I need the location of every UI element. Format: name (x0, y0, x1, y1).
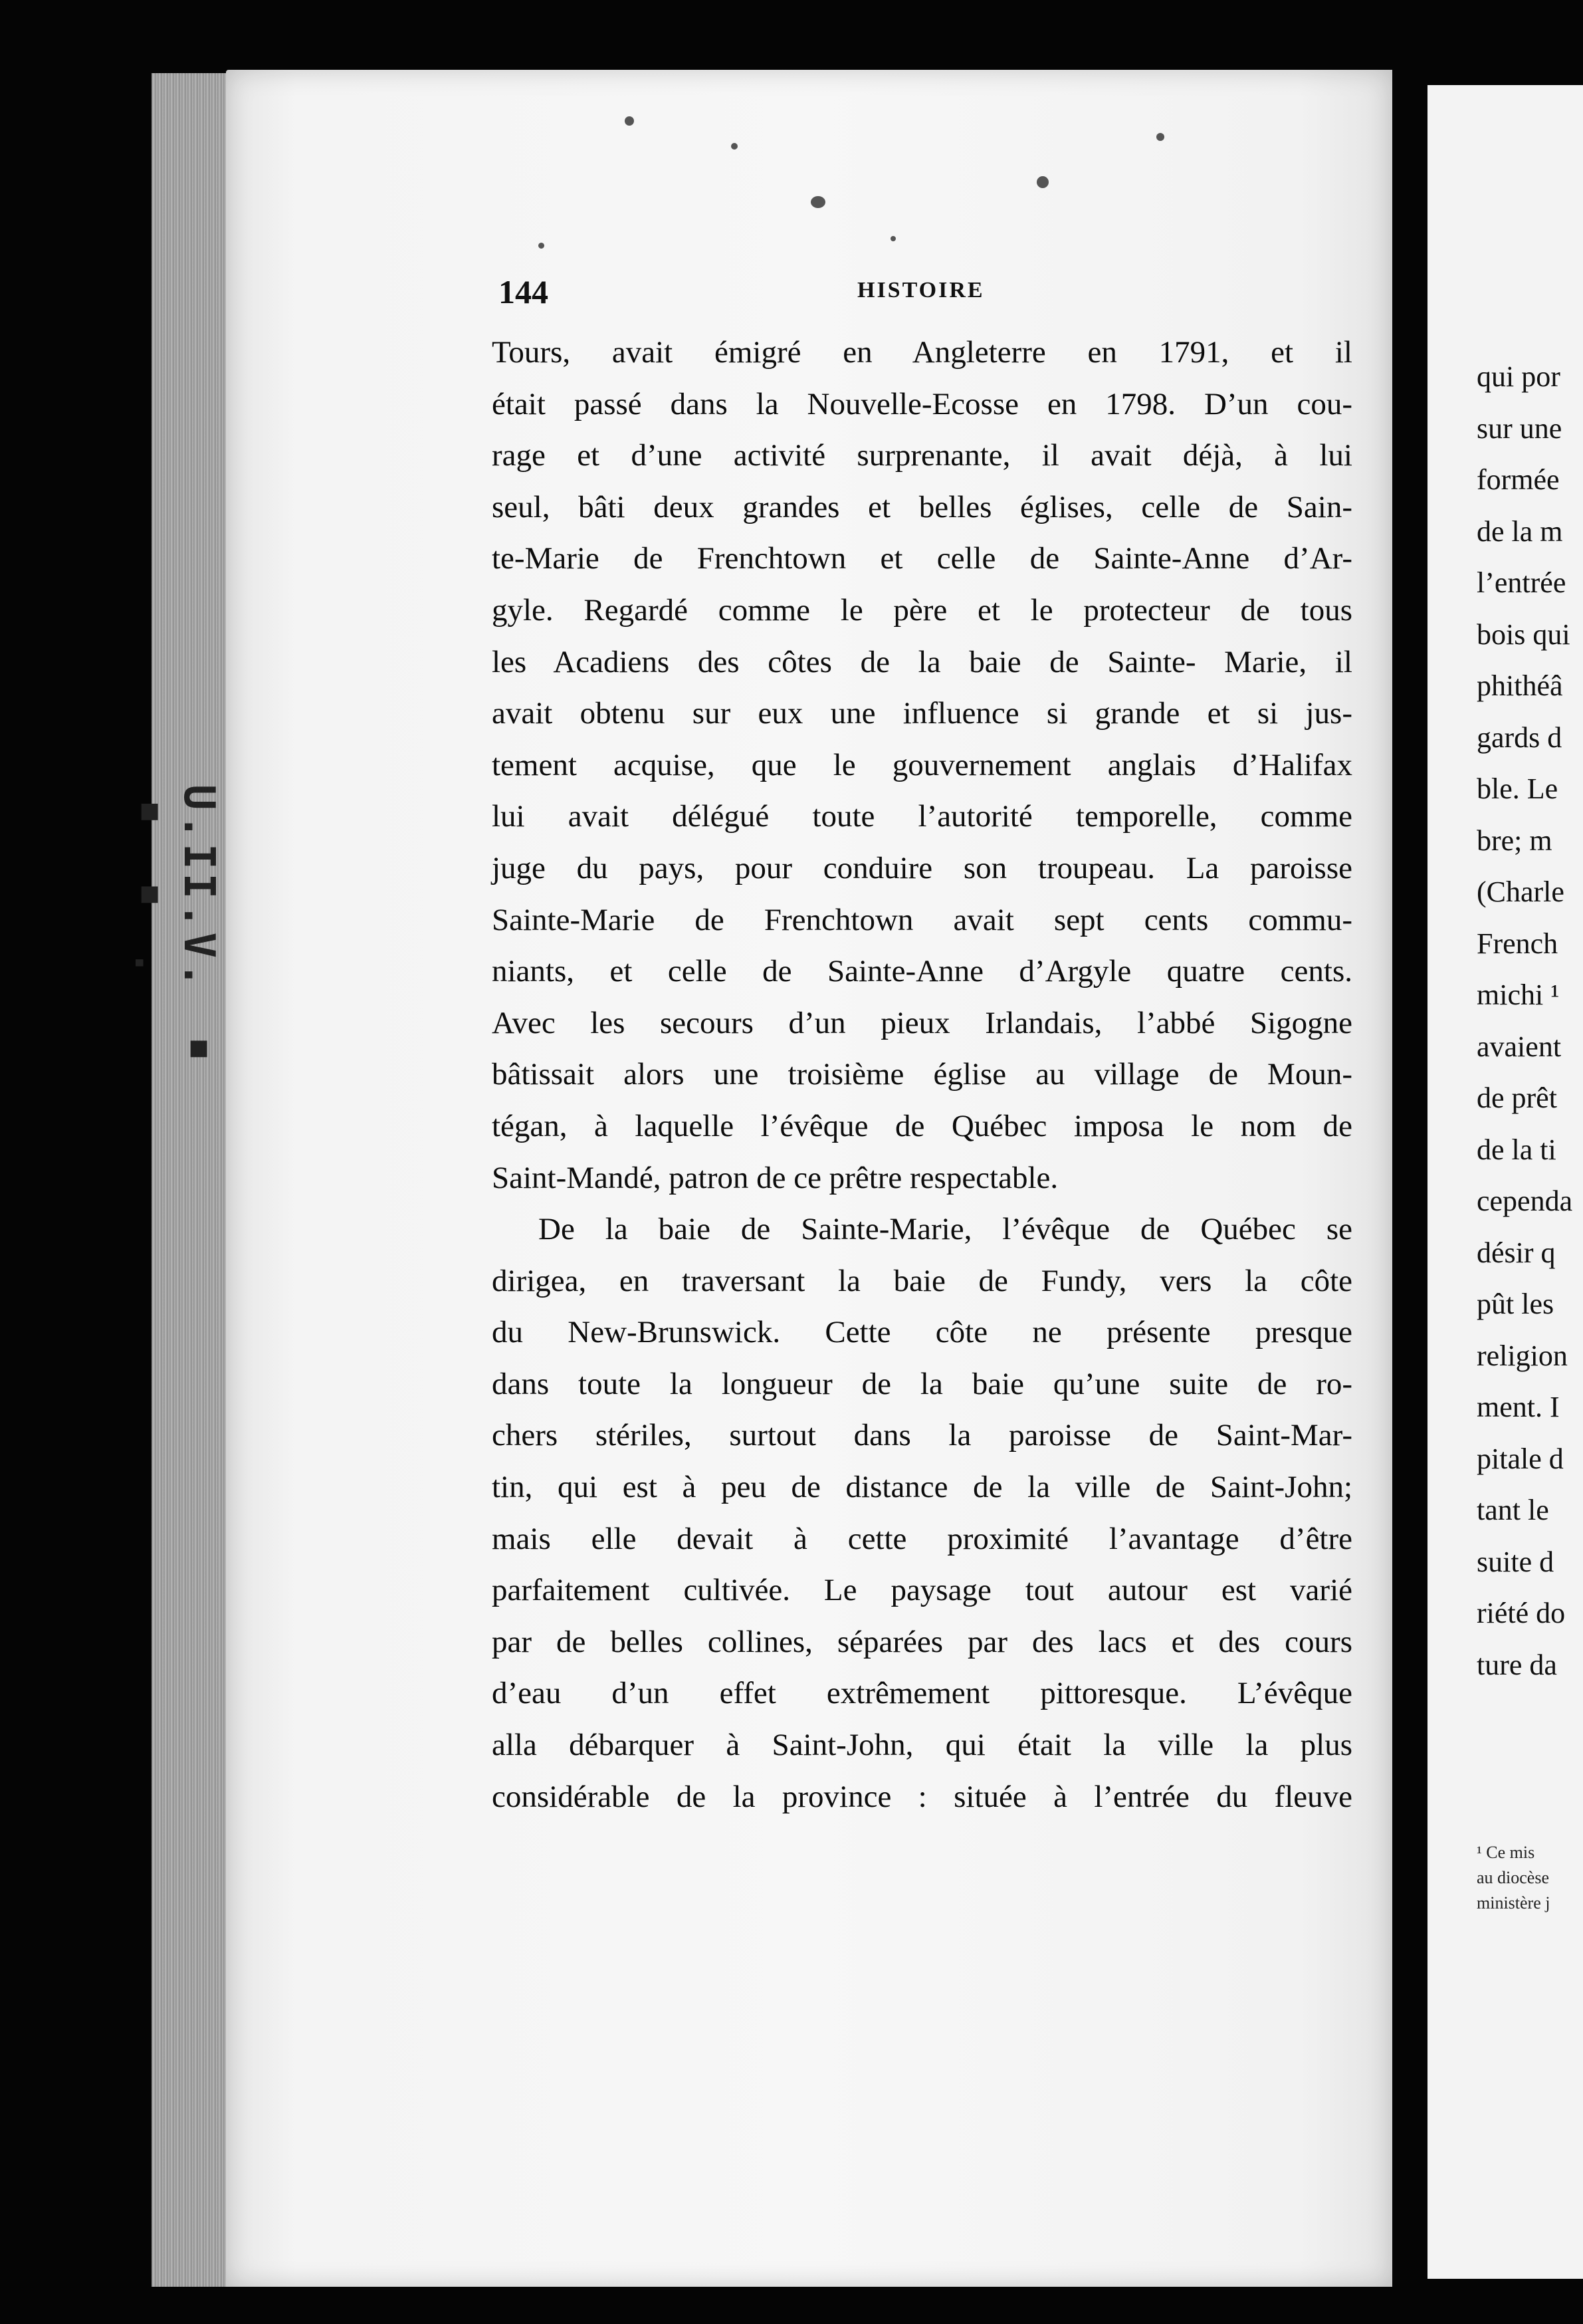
text-line: niants, et celle de Sainte-Anne d’Argyle quatre cents. (492, 954, 1352, 989)
text-line: rage et d’une activité surprenante, il avait déjà, à lui (492, 438, 1352, 473)
body-text (492, 327, 1352, 1823)
footnote-line: ministère j (1477, 1893, 1550, 1913)
text-line: ture da (1477, 1648, 1557, 1681)
text-line: de prêt (1477, 1082, 1557, 1114)
right-page (1427, 85, 1583, 2279)
text-line: par de belles collines, séparées par des lacs et des cours (492, 1624, 1352, 1659)
ink-speck (538, 243, 544, 249)
text-line: De la baie de Sainte-Marie, l’évêque de Québec se (538, 1212, 1352, 1247)
right-page-footnote (1477, 1840, 1550, 1916)
text-line: bois qui (1477, 618, 1570, 651)
text-line: seul, bâti deux grandes et belles églises, celle de Sain- (492, 489, 1352, 524)
ink-speck (811, 196, 825, 208)
text-line: gards d (1477, 721, 1562, 754)
text-line: avaient (1477, 1030, 1562, 1063)
ink-speck (1156, 133, 1164, 141)
text-line: ment. I (1477, 1391, 1560, 1423)
text-line: michi ¹ (1477, 979, 1560, 1011)
text-line: gyle. Regardé comme le père et le protecteur de tous (492, 592, 1352, 628)
running-title: HISTOIRE (857, 278, 985, 302)
ink-speck (891, 236, 896, 241)
text-line: te-Marie de Frenchtown et celle de Sainte-Anne d’Ar- (492, 541, 1352, 576)
text-line: bre; m (1477, 824, 1552, 857)
text-line: Sainte-Marie de Frenchtown avait sept cents commu- (492, 902, 1352, 937)
text-line: était passé dans la Nouvelle-Ecosse en 1798. D’un cou- (492, 386, 1352, 421)
text-line: d’eau d’un effet extrêmement pittoresque. L’évêque (492, 1676, 1352, 1711)
ink-speck (1037, 176, 1049, 188)
text-line: qui por (1477, 360, 1560, 393)
running-head (498, 273, 1349, 312)
text-line: French (1477, 927, 1558, 960)
footnote-line: au diocèse (1477, 1868, 1550, 1887)
text-line: lui avait délégué toute l’autorité temporelle, comme (492, 799, 1352, 834)
text-line: l’entrée (1477, 566, 1566, 599)
text-line: tin, qui est à peu de distance de la ville de Saint-John; (492, 1470, 1352, 1505)
text-line: juge du pays, pour conduire son troupeau. La paroisse (492, 850, 1352, 885)
text-line: Tours, avait émigré en Angleterre en 1791, et il (492, 335, 1352, 370)
text-line: du New-Brunswick. Cette côte ne présente presque (492, 1315, 1352, 1350)
ink-speck (731, 143, 738, 150)
page-number: 144 (498, 273, 548, 310)
text-line: Avec les secours d’un pieux Irlandais, l’abbé Sigogne (492, 1005, 1352, 1040)
text-line: sur une (1477, 411, 1562, 445)
text-line: considérable de la province : située à l’entrée du fleuve (492, 1779, 1352, 1814)
text-line: désir q (1477, 1236, 1556, 1269)
text-line: parfaitement cultivée. Le paysage tout autour est varié (492, 1573, 1352, 1608)
text-line: pût les (1477, 1288, 1554, 1320)
text-line: de la ti (1477, 1133, 1556, 1166)
text-line: (Charle (1477, 875, 1564, 908)
ink-speck (625, 116, 634, 126)
text-line: formée (1477, 463, 1560, 496)
text-line: religion (1477, 1339, 1568, 1372)
text-line: dans toute la longueur de la baie qu’une suite de ro- (492, 1366, 1352, 1401)
text-line: Saint-Mandé, patron de ce prêtre respectable. (492, 1160, 1059, 1195)
text-line: avait obtenu sur eux une influence si grande et si jus- (492, 696, 1352, 731)
right-page-text (1477, 351, 1583, 1690)
text-line: tement acquise, que le gouvernement anglais d’Halifax (492, 747, 1352, 782)
text-line: pitale d (1477, 1442, 1564, 1475)
text-line: alla débarquer à Saint-John, qui était la ville la plus (492, 1728, 1352, 1763)
text-line: mais elle devait à cette proximité l’avantage d’être (492, 1521, 1352, 1556)
text-line: suite d (1477, 1545, 1554, 1578)
text-line: tégan, à laquelle l’évêque de Québec imposa le nom de (492, 1108, 1352, 1143)
text-line: dirigea, en traversant la baie de Fundy, vers la côte (492, 1263, 1352, 1298)
edge-stamp: U.II.V. ▪ ▪ ▪ . (125, 784, 223, 1075)
text-line: riété do (1477, 1597, 1566, 1629)
text-line: chers stériles, surtout dans la paroisse de Saint-Mar- (492, 1418, 1352, 1453)
text-line: de la m (1477, 515, 1563, 548)
text-line: tant le (1477, 1494, 1549, 1526)
text-line: les Acadiens des côtes de la baie de Sainte- Marie, il (492, 644, 1352, 679)
page-block-edge (125, 73, 231, 2287)
text-line: bâtissait alors une troisième église au village de Moun- (492, 1057, 1352, 1092)
text-line: phithéâ (1477, 669, 1563, 702)
footnote-line: ¹ Ce mis (1477, 1843, 1535, 1862)
text-line: cependa (1477, 1185, 1573, 1217)
text-line: ble. Le (1477, 772, 1558, 805)
